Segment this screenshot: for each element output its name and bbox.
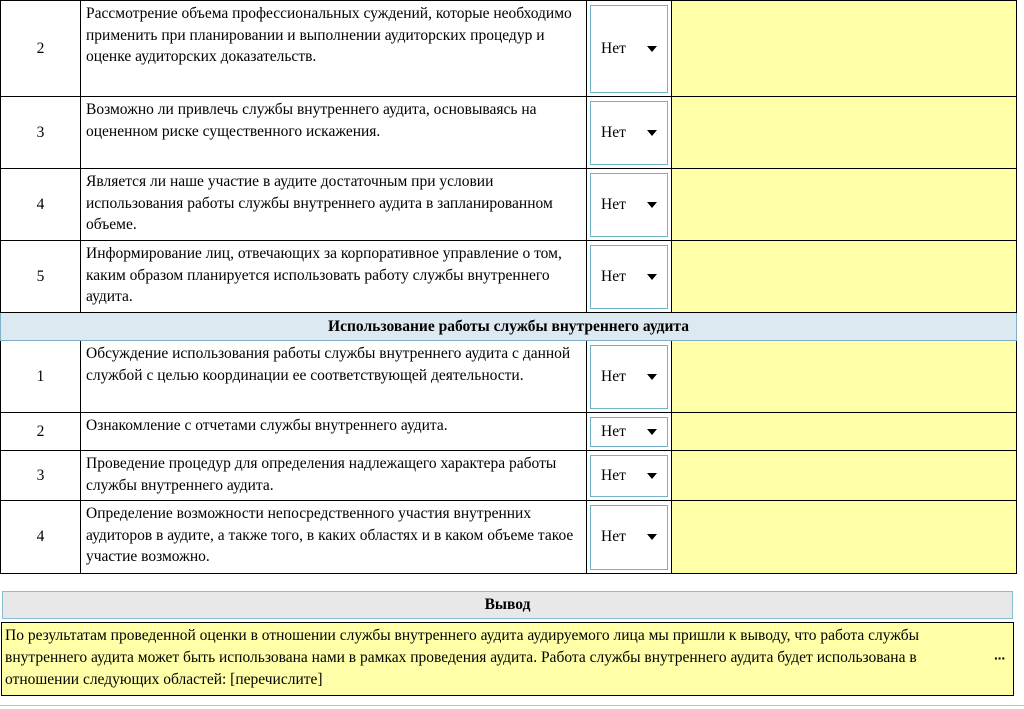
row-text: Определение возможности непосредственного участия внутренних аудиторов в аудите, а также того, в каких областях и в каком объеме такое участие возможно. <box>81 501 587 574</box>
row-text: Рассмотрение объема профессиональных суждений, которые необходимо применить при планировании и выполнении аудиторских процедур и оценке аудиторских доказательств. <box>81 1 587 97</box>
row-text: Обсуждение использования работы службы внутреннего аудита с данной службой с целью координации ее соответствующей деятельности. <box>81 341 587 413</box>
row-text: Возможно ли привлечь службы внутреннего аудита, основываясь на оцененном риске существенного искажения. <box>81 97 587 169</box>
comment-field[interactable] <box>672 97 1017 169</box>
chevron-down-icon[interactable] <box>647 274 657 280</box>
row-number: 4 <box>1 501 81 574</box>
comment-field[interactable] <box>672 241 1017 313</box>
answer-value: Нет <box>601 367 626 385</box>
conclusion-title: Вывод <box>2 591 1013 619</box>
section-header <box>1 313 1017 341</box>
comment-field[interactable] <box>672 451 1017 501</box>
table-row <box>1 169 1017 241</box>
comment-field[interactable] <box>672 413 1017 451</box>
answer-value: Нет <box>601 466 626 484</box>
row-text: Ознакомление с отчетами службы внутреннего аудита. <box>81 413 587 451</box>
conclusion-text: По результатам проведенной оценки в отношении службы внутреннего аудита аудируемого лица мы пришли к выводу, что работа службы внутреннего аудита может быть использована нами в рамках проведения аудита. Работа службы внутреннего аудита будет использована в отношении следующих областей: [перечислите] <box>5 627 920 688</box>
table-row <box>1 97 1017 169</box>
answer-dropdown[interactable] <box>590 245 668 309</box>
row-number: 3 <box>1 451 81 501</box>
ellipsis-icon[interactable]: ··· <box>994 650 1005 666</box>
table-row <box>1 1 1017 97</box>
chevron-down-icon[interactable] <box>647 202 657 208</box>
row-number: 1 <box>1 341 81 413</box>
comment-field[interactable] <box>672 341 1017 413</box>
answer-value: Нет <box>601 195 626 213</box>
answer-value: Нет <box>601 39 626 57</box>
answer-value: Нет <box>601 123 626 141</box>
comment-field[interactable] <box>672 501 1017 574</box>
chevron-down-icon[interactable] <box>647 46 657 52</box>
answer-dropdown[interactable] <box>590 455 668 497</box>
row-number: 3 <box>1 97 81 169</box>
row-number: 2 <box>1 1 81 97</box>
row-number: 2 <box>1 413 81 451</box>
answer-value: Нет <box>601 528 626 545</box>
answer-value: Нет <box>601 267 626 285</box>
answer-value: Нет <box>601 422 626 440</box>
table-row <box>1 451 1017 501</box>
answer-dropdown[interactable] <box>590 505 668 570</box>
table-row <box>1 341 1017 413</box>
row-text: Информирование лиц, отвечающих за корпоративное управление о том, каким образом планируется использовать работу службы внутреннего аудита. <box>81 241 587 313</box>
chevron-down-icon[interactable] <box>647 473 657 479</box>
comment-field[interactable] <box>672 1 1017 97</box>
comment-field[interactable] <box>672 169 1017 241</box>
table-row <box>1 241 1017 313</box>
answer-dropdown[interactable] <box>590 173 668 237</box>
conclusion-text-field[interactable] <box>1 622 1014 696</box>
answer-dropdown[interactable] <box>590 5 668 93</box>
row-text: Является ли наше участие в аудите достаточным при условии использования работы службы внутреннего аудита в запланированном объеме. <box>81 169 587 241</box>
chevron-down-icon[interactable] <box>647 534 657 540</box>
divider <box>0 705 1024 706</box>
chevron-down-icon[interactable] <box>647 130 657 136</box>
row-text: Проведение процедур для определения надлежащего характера работы службы внутреннего аудита. <box>81 451 587 501</box>
answer-dropdown[interactable] <box>590 345 668 409</box>
table-row <box>1 501 1017 574</box>
answer-dropdown[interactable] <box>590 101 668 165</box>
table-row <box>1 413 1017 451</box>
chevron-down-icon[interactable] <box>647 429 657 435</box>
section-title: Использование работы службы внутреннего аудита <box>1 313 1017 341</box>
answer-dropdown[interactable] <box>590 417 668 447</box>
row-number: 4 <box>1 169 81 241</box>
row-number: 5 <box>1 241 81 313</box>
chevron-down-icon[interactable] <box>647 374 657 380</box>
